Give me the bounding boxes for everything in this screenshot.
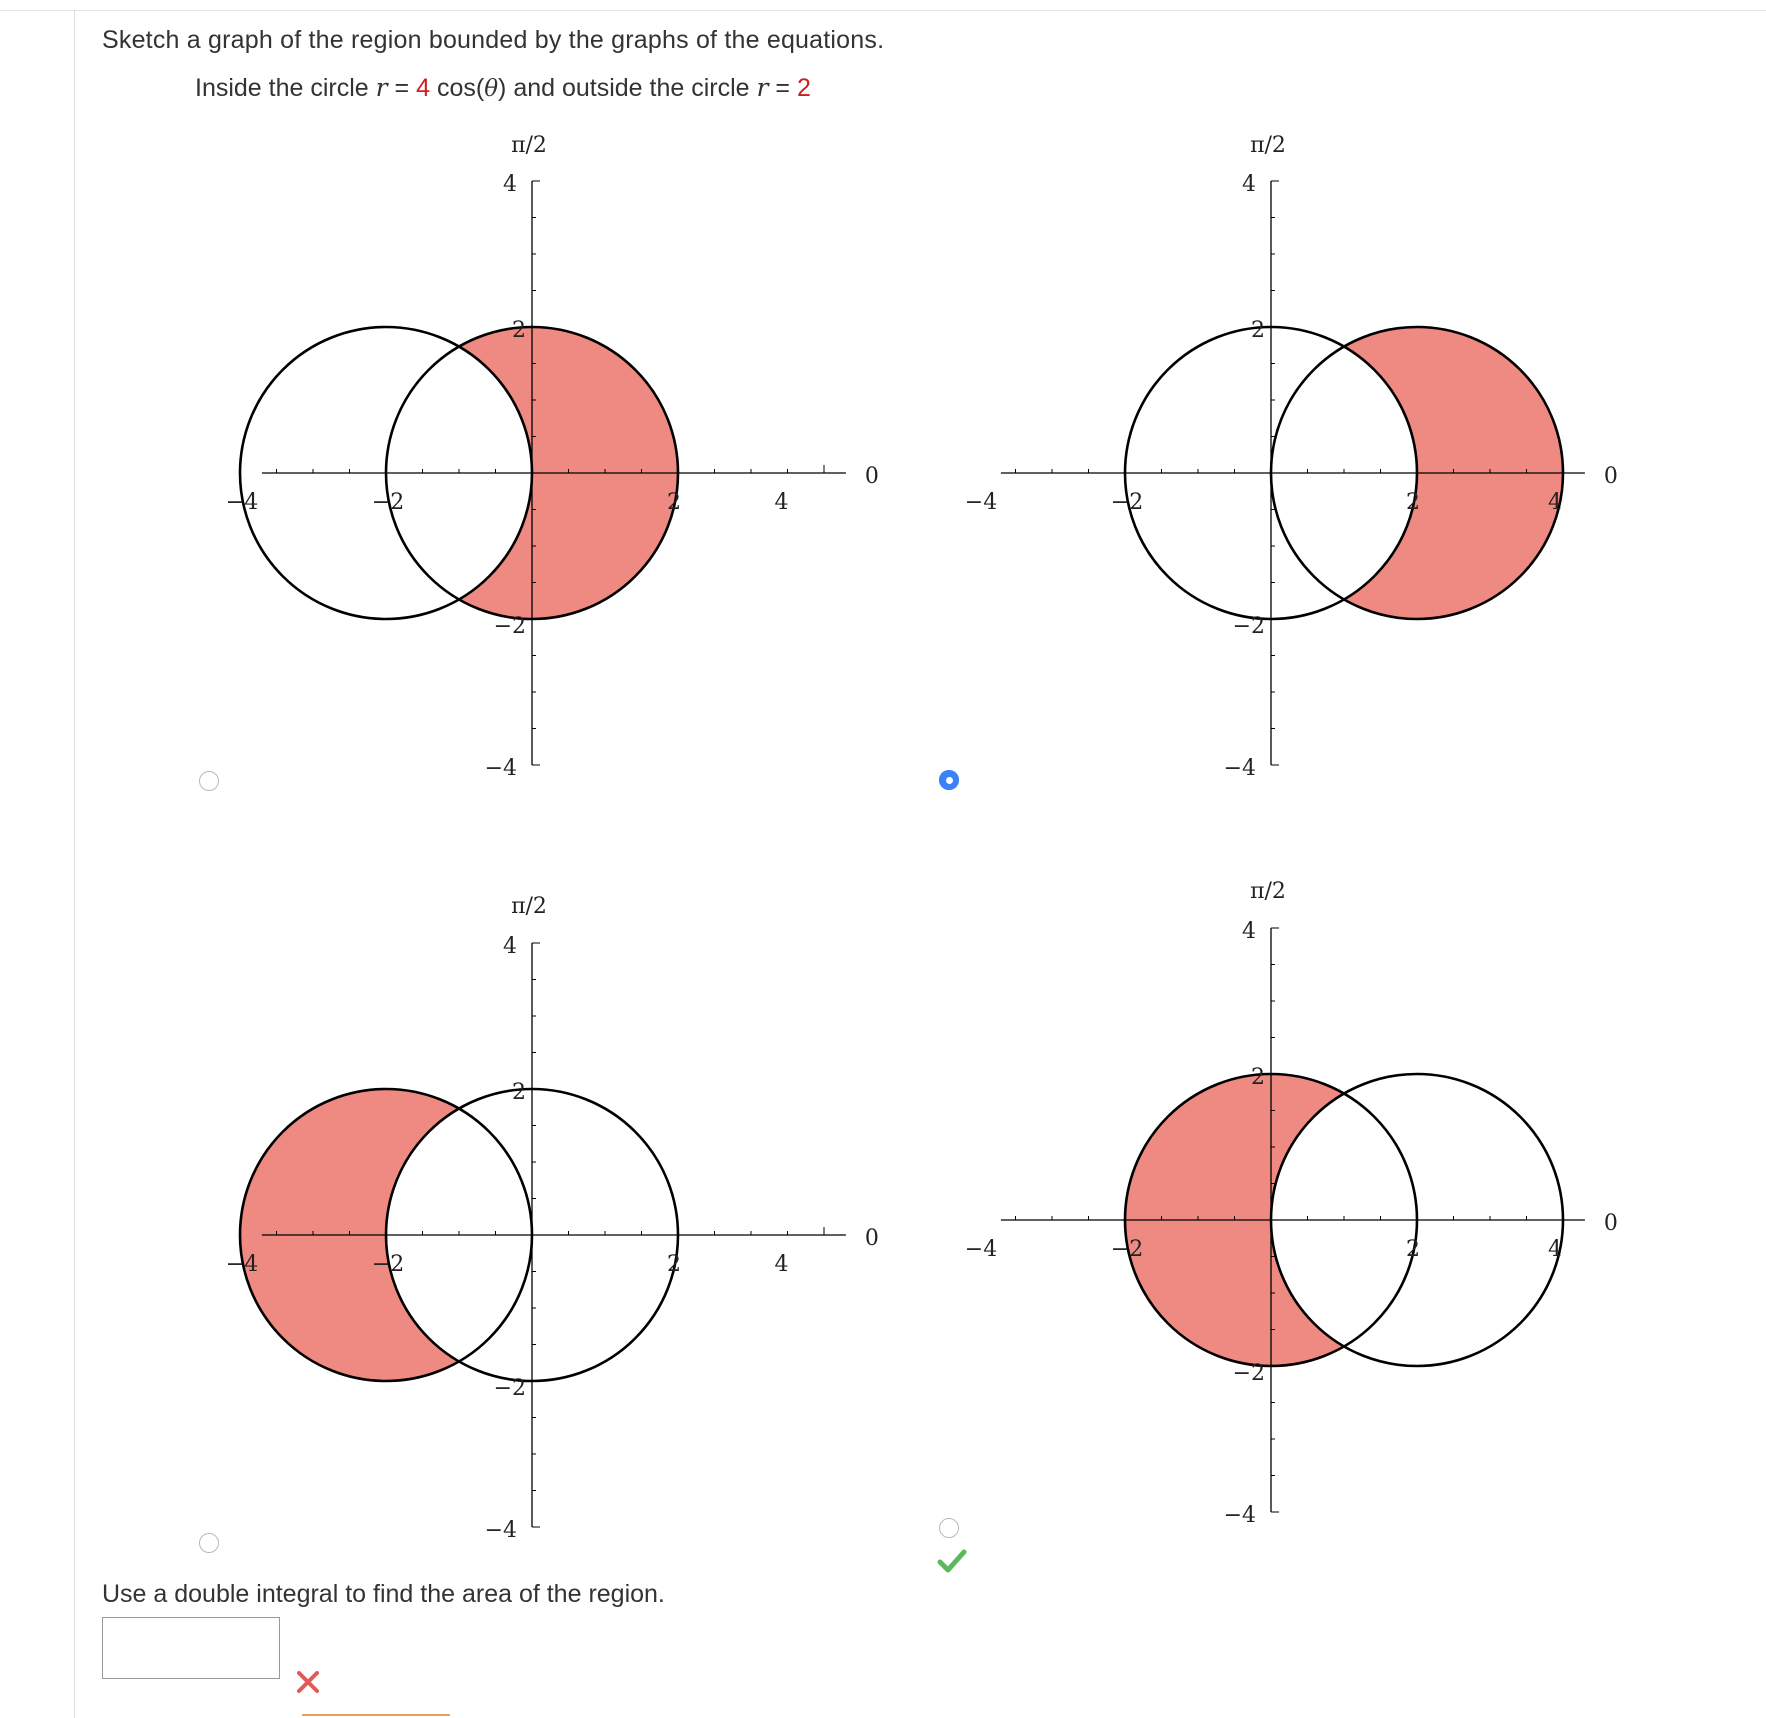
angle-label-0: 0 [1603, 1211, 1618, 1236]
angle-label-pi-over-2: π/2 [511, 894, 547, 919]
x-label-neg2: −2 [1110, 1237, 1144, 1262]
equation-mid: ) and outside the circle [498, 74, 757, 102]
y-label-2: 2 [512, 1080, 526, 1105]
angle-label-0: 0 [1603, 464, 1618, 489]
y-label-neg4: −4 [484, 1518, 517, 1543]
x-label-neg4: −4 [964, 490, 998, 515]
equation-value-4: 4 [416, 74, 430, 102]
graph-option-4 [965, 879, 1618, 1528]
radio-option-a[interactable] [199, 771, 219, 791]
y-label-4: 4 [503, 934, 517, 959]
question-prompt: Sketch a graph of the region bounded by the graphs of the equations. [102, 26, 885, 54]
x-label-4: 4 [1548, 490, 1562, 515]
x-label-4: 4 [1548, 1237, 1562, 1262]
x-label-2: 2 [667, 1252, 681, 1277]
graph-option-2 [965, 133, 1618, 781]
x-label-neg2: −2 [371, 1252, 405, 1277]
equation-equals1: = [387, 74, 417, 102]
area-answer-input[interactable] [102, 1617, 280, 1679]
y-label-neg2: −2 [1232, 614, 1265, 639]
y-label-neg4: −4 [484, 756, 517, 781]
x-label-4: 4 [774, 490, 789, 515]
angle-label-0: 0 [864, 1226, 879, 1251]
y-label-4: 4 [1242, 919, 1256, 944]
equation-theta: θ [484, 76, 499, 102]
angle-label-pi-over-2: π/2 [1250, 133, 1286, 158]
y-label-2: 2 [1251, 318, 1265, 343]
area-question: Use a double integral to find the area of the region. [102, 1580, 665, 1608]
x-label-neg4: −4 [225, 490, 259, 515]
y-label-neg2: −2 [1232, 1361, 1265, 1386]
equation-prefix: Inside the circle [195, 74, 376, 102]
x-label-neg2: −2 [371, 490, 405, 515]
radio-option-b[interactable] [939, 770, 959, 790]
y-label-neg4: −4 [1223, 756, 1256, 781]
y-label-2: 2 [512, 318, 526, 343]
x-label-neg2: −2 [1110, 490, 1144, 515]
graph-option-1 [226, 133, 879, 781]
radio-option-c[interactable] [199, 1533, 219, 1553]
y-label-neg2: −2 [493, 1376, 526, 1401]
radio-option-d[interactable] [939, 1518, 959, 1538]
submit-underline [302, 1714, 450, 1716]
check-icon [937, 1548, 967, 1574]
x-icon [294, 1668, 322, 1696]
x-label-neg4: −4 [225, 1252, 259, 1277]
graph-option-3 [226, 894, 879, 1543]
y-label-neg4: −4 [1223, 1503, 1256, 1528]
x-label-4: 4 [774, 1252, 789, 1277]
y-label-2: 2 [1251, 1065, 1265, 1090]
angle-label-0: 0 [864, 464, 879, 489]
equation-cos: cos( [430, 74, 485, 102]
y-label-neg2: −2 [493, 614, 526, 639]
angle-label-pi-over-2: π/2 [511, 133, 547, 158]
equation-value-2: 2 [796, 74, 811, 102]
angle-label-pi-over-2: π/2 [1250, 879, 1286, 904]
x-label-2: 2 [667, 490, 681, 515]
x-label-2: 2 [1406, 490, 1420, 515]
x-label-neg4: −4 [964, 1237, 998, 1262]
equation-equals2: = [768, 74, 797, 102]
y-label-4: 4 [1242, 172, 1256, 197]
y-label-4: 4 [503, 172, 517, 197]
equation-var-r1: r [375, 73, 388, 102]
x-label-2: 2 [1406, 1237, 1420, 1262]
equation-var-r2: r [756, 73, 769, 102]
